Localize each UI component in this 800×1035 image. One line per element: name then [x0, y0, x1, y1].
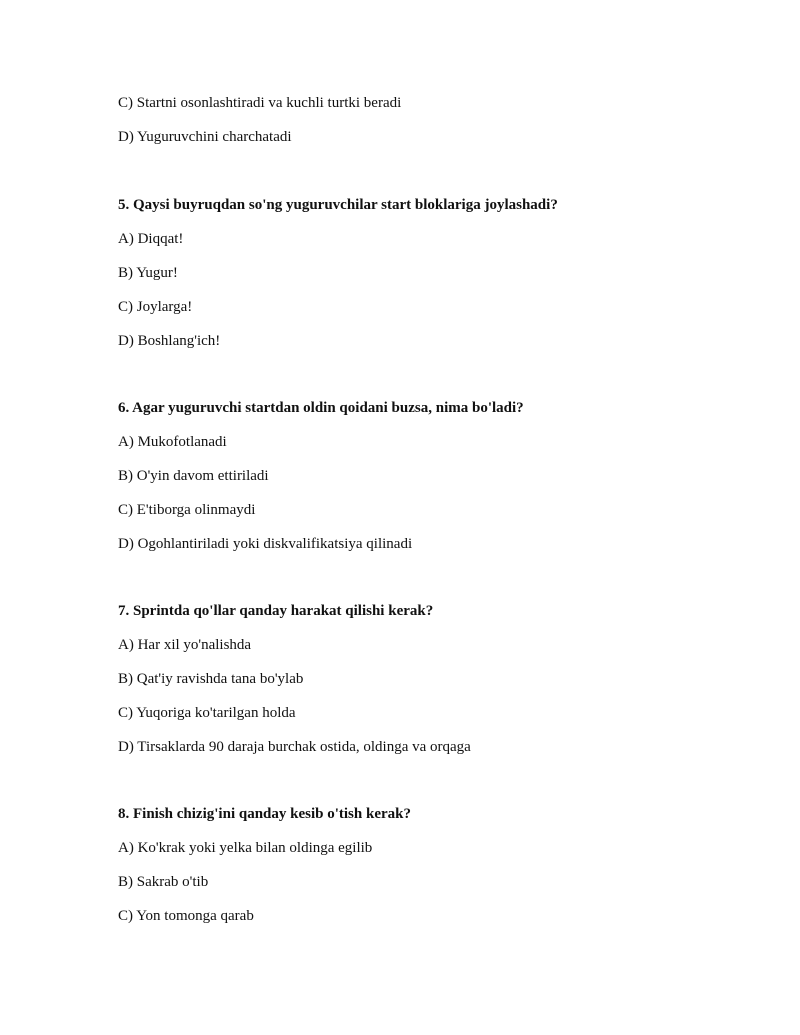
question-8-option-b: B) Sakrab o'tib: [118, 874, 209, 890]
question-5-option-c: C) Joylarga!: [118, 299, 193, 315]
question-8-option-a: A) Ko'krak yoki yelka bilan oldinga egilib: [118, 840, 373, 856]
question-6-option-c: C) E'tiborga olinmaydi: [118, 502, 256, 518]
question-7: 7. Sprintda qo'llar qanday harakat qilishi kerak?: [118, 603, 434, 619]
question-5-option-d: D) Boshlang'ich!: [118, 333, 221, 349]
question-5-option-a: A) Diqqat!: [118, 231, 184, 247]
question-6-option-a: A) Mukofotlanadi: [118, 434, 227, 450]
question-5: 5. Qaysi buyruqdan so'ng yuguruvchilar start bloklariga joylashadi?: [118, 197, 558, 213]
option-intro-d: D) Yuguruvchini charchatadi: [118, 129, 292, 145]
question-7-option-a: A) Har xil yo'nalishda: [118, 637, 252, 653]
question-7-option-d: D) Tirsaklarda 90 daraja burchak ostida, oldinga va orqaga: [118, 739, 471, 755]
option-intro-c: C) Startni osonlashtiradi va kuchli turtki beradi: [118, 95, 402, 111]
question-6: 6. Agar yuguruvchi startdan oldin qoidani buzsa, nima bo'ladi?: [118, 400, 524, 416]
question-7-option-b: B) Qat'iy ravishda tana bo'ylab: [118, 671, 304, 687]
question-6-option-d: D) Ogohlantiriladi yoki diskvalifikatsiya qilinadi: [118, 536, 413, 552]
question-5-option-b: B) Yugur!: [118, 265, 178, 281]
question-6-option-b: B) O'yin davom ettiriladi: [118, 468, 269, 484]
question-8-option-c: C) Yon tomonga qarab: [118, 908, 254, 924]
question-8: 8. Finish chizig'ini qanday kesib o'tish kerak?: [118, 806, 411, 822]
question-7-option-c: C) Yuqoriga ko'tarilgan holda: [118, 705, 296, 721]
